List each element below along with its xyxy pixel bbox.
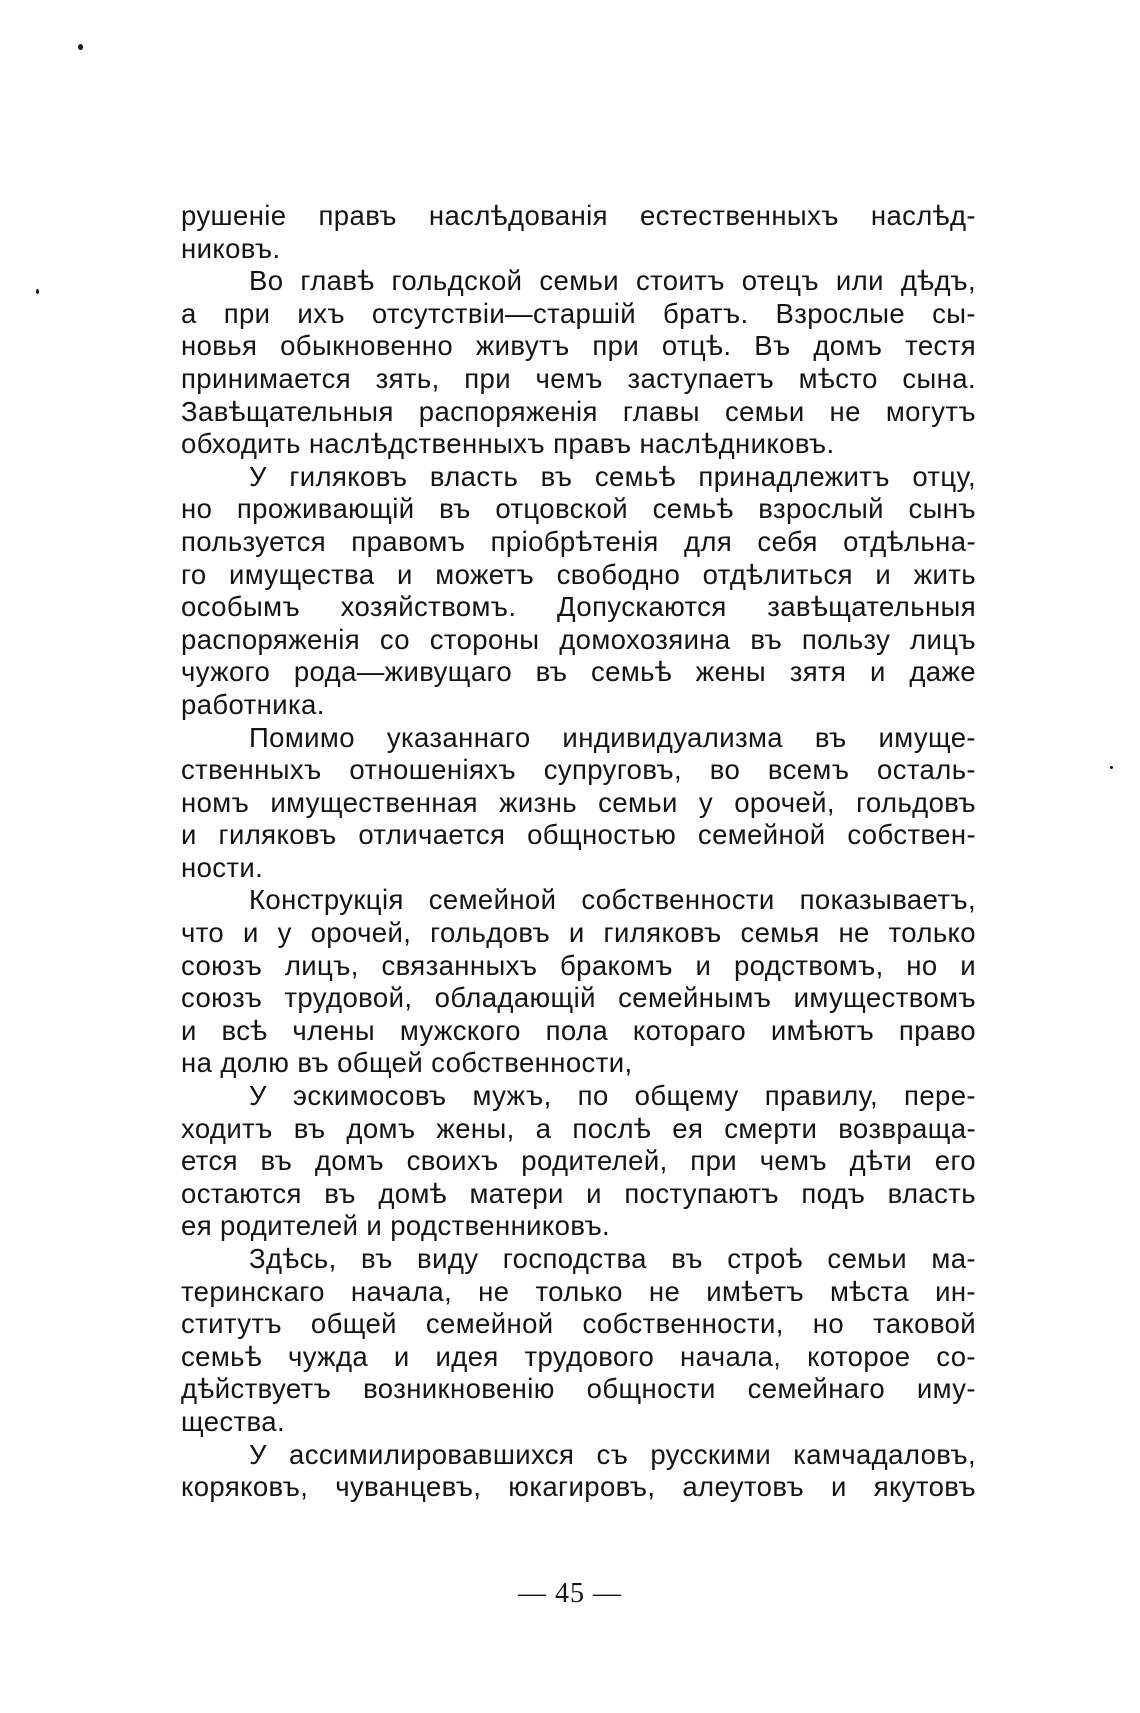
text-line: У эскимосовъ мужъ, по общему правилу, пере- [249, 1080, 976, 1112]
text-line: на долю въ общей собственности, [181, 1047, 633, 1079]
paragraph [181, 1243, 976, 1439]
text-line: У ассимилировавшихся съ русскими камчадаловъ, [249, 1438, 976, 1470]
text-line: новья обыкновенно живутъ при отцѣ. Въ домъ тестя [181, 330, 976, 362]
text-line: ходитъ въ домъ жены, а послѣ ея смерти возвраща- [181, 1112, 976, 1144]
text-line: дѣйствуетъ возникновенію общности семейнаго иму- [181, 1373, 976, 1405]
page-number: — 45 — [518, 1578, 622, 1609]
text-line: Во главѣ гольдской семьи стоитъ отецъ или дѣдъ, [249, 265, 976, 297]
text-line: работника. [181, 688, 325, 720]
text-line: У гиляковъ власть въ семьѣ принадлежитъ отцу, [249, 460, 976, 492]
text-line: распоряженія со стороны домохозяина въ пользу лицъ [181, 623, 976, 655]
text-line: Помимо указаннаго индивидуализма въ имуще- [249, 721, 976, 753]
text-line: семьѣ чужда и идея трудового начала, которое со- [181, 1340, 976, 1372]
text-line: и гиляковъ отличается общностью семейной собствен- [181, 819, 976, 851]
text-line: ности. [181, 851, 264, 883]
text-line: номъ имущественная жизнь семьи у орочей, гольдовъ [181, 786, 976, 818]
text-line: го имущества и можетъ свободно отдѣлиться и жить [181, 558, 976, 590]
paragraph [181, 884, 976, 1080]
ink-speck [78, 44, 83, 50]
text-line: коряковъ, чуванцевъ, юкагировъ, алеутовъ и якутовъ [181, 1471, 976, 1503]
text-line: ея родителей и родственниковъ. [181, 1210, 611, 1242]
paragraph [181, 461, 976, 722]
text-line: Завѣщательныя распоряженія главы семьи не могутъ [181, 395, 976, 427]
text-line: обходить наслѣдственныхъ правъ наслѣдниковъ. [181, 428, 835, 460]
paragraph [181, 265, 976, 461]
text-line: теринскаго начала, не только не имѣетъ мѣста ин- [181, 1275, 976, 1307]
text-line: а при ихъ отсутствіи—старшій братъ. Взрослые сы- [181, 297, 976, 329]
text-line: никовъ. [181, 232, 281, 264]
text-line: Конструкція семейной собственности показываетъ, [249, 884, 976, 916]
text-line: союзъ лицъ, связанныхъ бракомъ и родствомъ, но и [181, 949, 976, 981]
paragraph [181, 1080, 976, 1243]
text-line: щества. [181, 1405, 285, 1437]
text-line: остаются въ домѣ матери и поступаютъ подъ власть [181, 1177, 976, 1209]
text-line: ственныхъ отношеніяхъ супруговъ, во всемъ осталь- [181, 754, 976, 786]
text-line: особымъ хозяйствомъ. Допускаются завѣщательныя [181, 591, 976, 623]
text-line: пользуется правомъ пріобрѣтенія для себя отдѣльна- [181, 525, 976, 557]
text-line: ется въ домъ своихъ родителей, при чемъ дѣти его [181, 1145, 976, 1177]
text-line: рушеніе правъ наслѣдованія естественныхъ наслѣд- [181, 200, 976, 231]
text-line: ститутъ общей семейной собственности, но таковой [181, 1308, 976, 1340]
ink-speck [1110, 766, 1113, 769]
paragraph [181, 722, 976, 885]
text-line: чужого рода—живущаго въ семьѣ жены зятя и даже [181, 656, 976, 688]
paragraph [181, 1439, 976, 1504]
text-line: принимается зять, при чемъ заступаетъ мѣсто сына. [181, 362, 976, 394]
text-line: союзъ трудовой, обладающій семейнымъ имуществомъ [181, 982, 976, 1014]
ink-speck [36, 289, 39, 294]
body-text [181, 200, 976, 1504]
text-line: но проживающій въ отцовской семьѣ взрослый сынъ [181, 493, 976, 525]
text-line: что и у орочей, гольдовъ и гиляковъ семья не только [181, 917, 976, 949]
text-line: Здѣсь, въ виду господства въ строѣ семьи ма- [249, 1243, 976, 1274]
text-line: и всѣ члены мужского пола котораго имѣютъ право [181, 1014, 976, 1046]
paragraph [181, 200, 976, 265]
